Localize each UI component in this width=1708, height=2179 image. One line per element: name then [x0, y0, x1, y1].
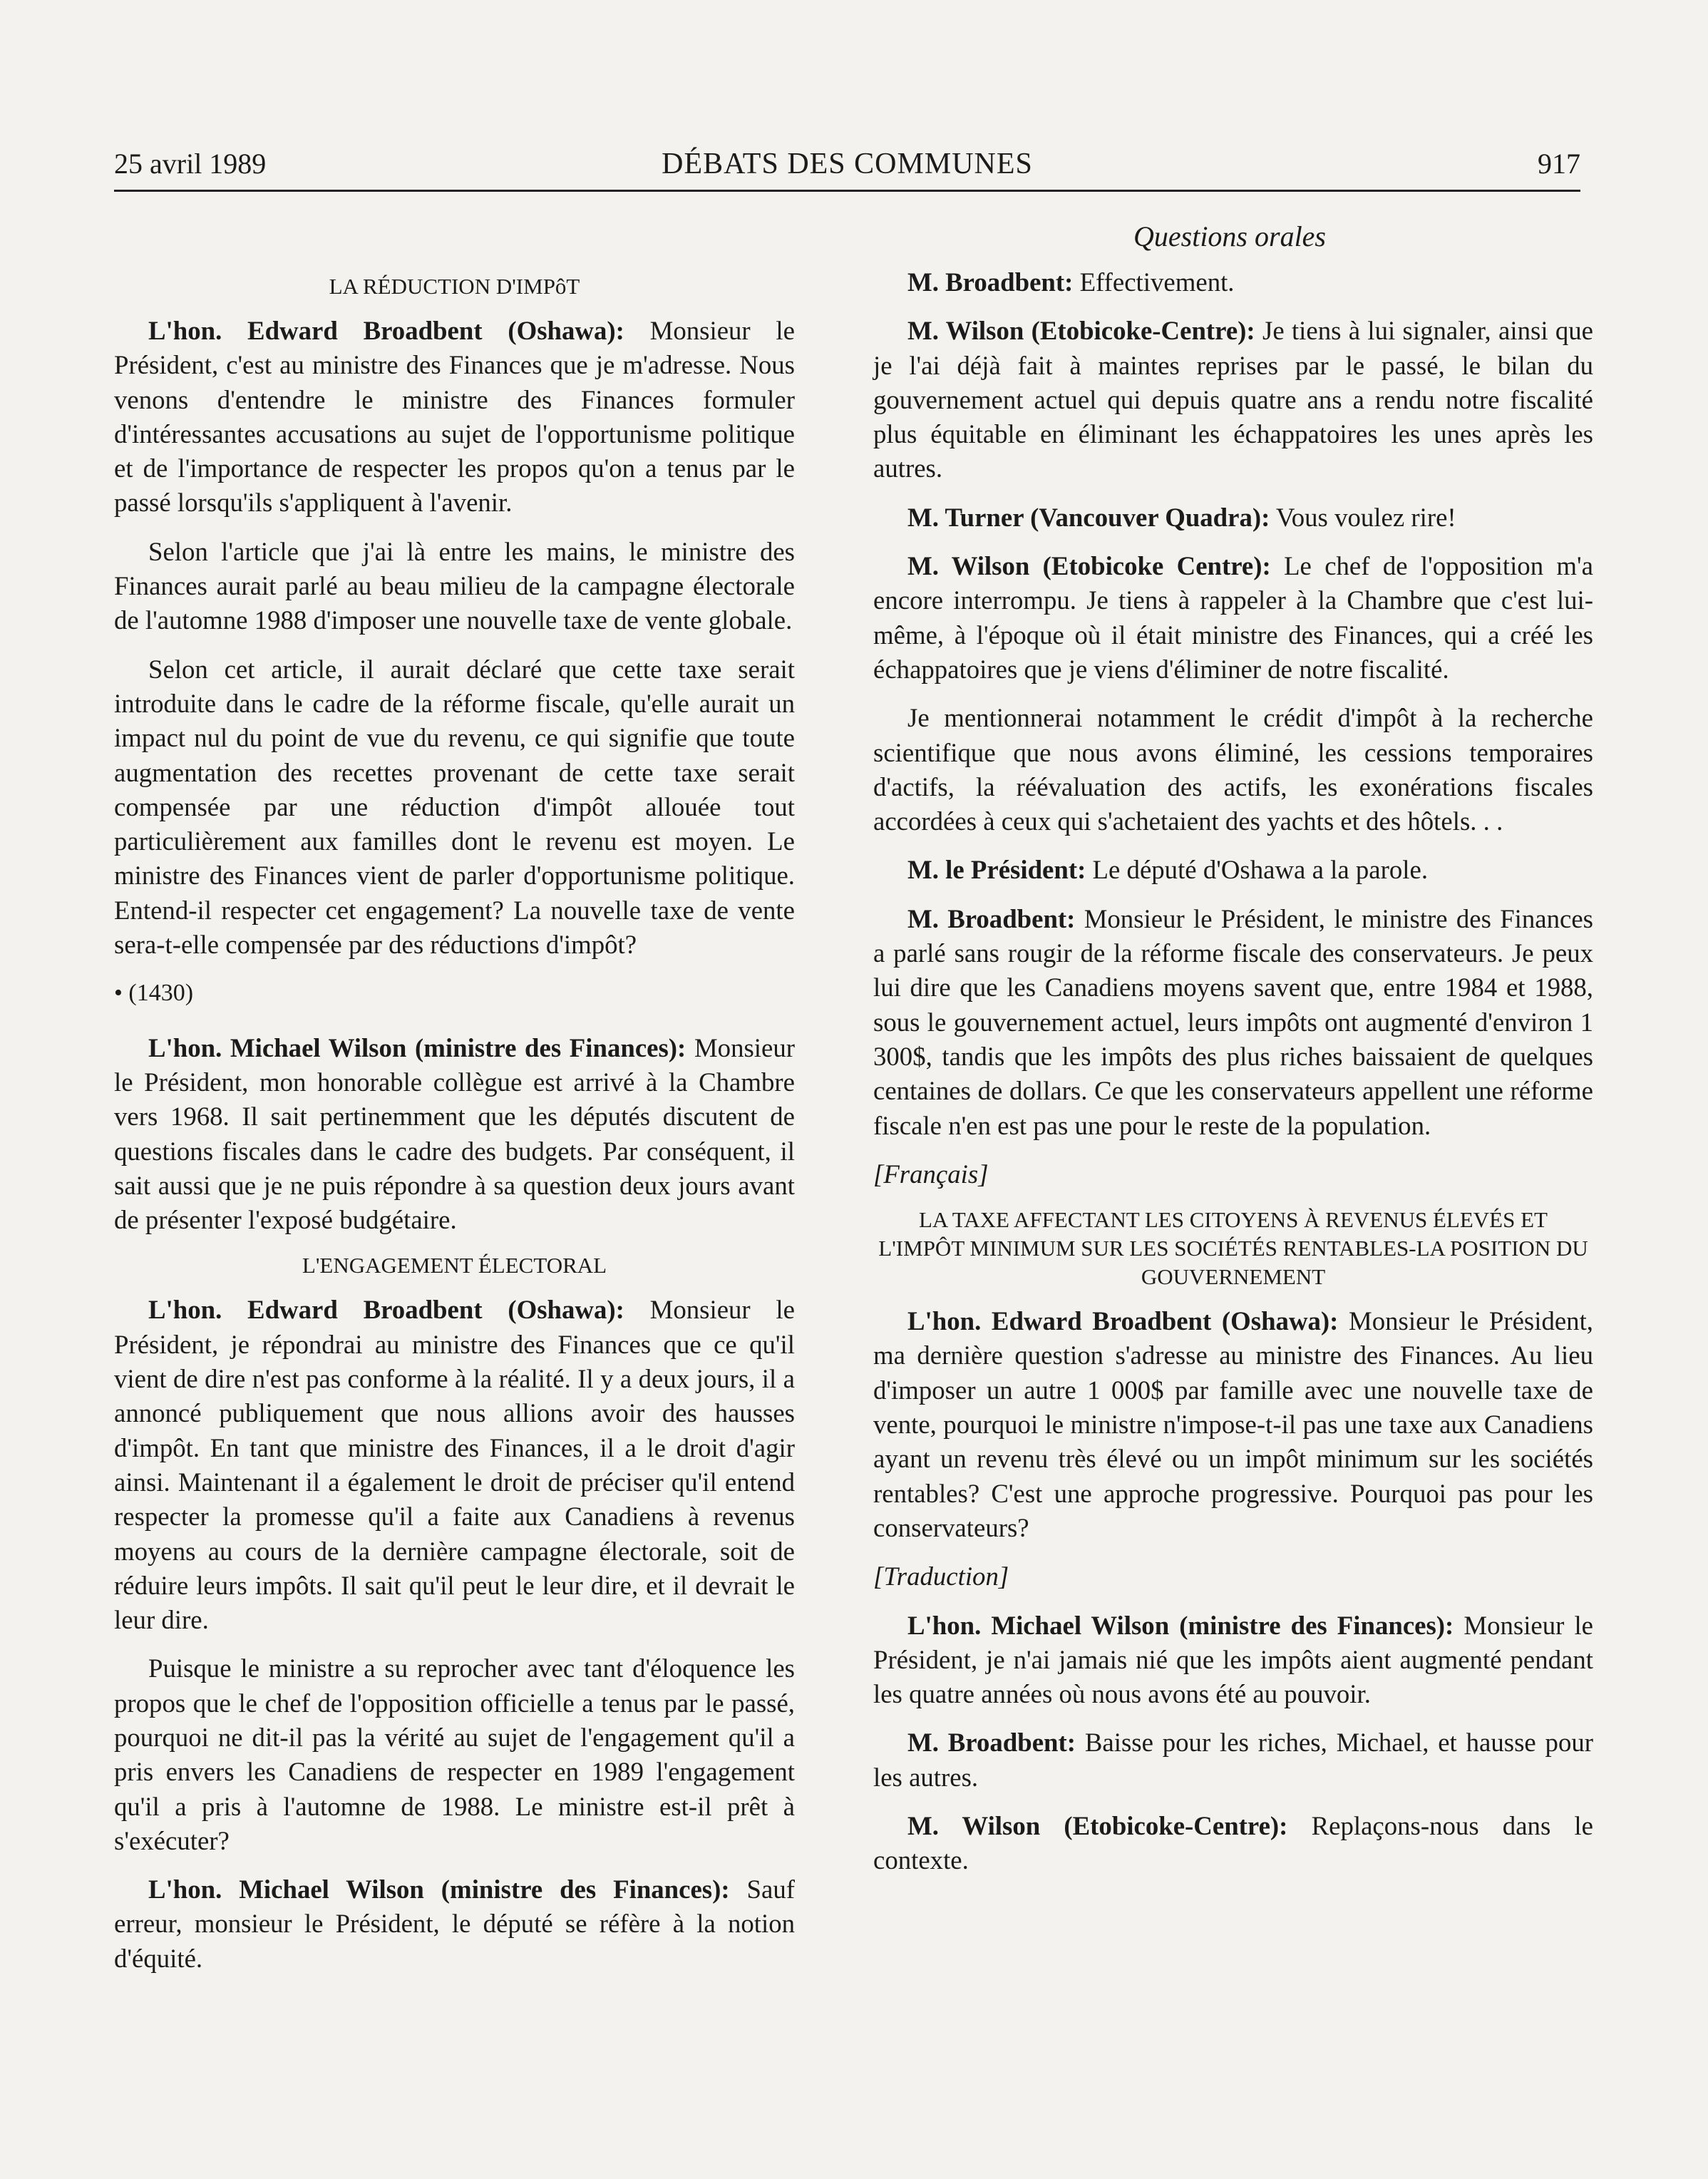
speaker-name: L'hon. Edward Broadbent (Oshawa): [907, 1306, 1339, 1336]
speaker-name: M. Wilson (Etobicoke-Centre): [907, 316, 1255, 346]
time-marker: • (1430) [114, 980, 194, 1007]
speaker-name: L'hon. Michael Wilson (ministre des Finances): [148, 1875, 730, 1904]
speech-text: Monsieur le Président, le ministre des Finances a parlé sans rougir de la réforme fiscale des conservateurs. Je peux lui dire que les Canadiens moyens savent que, entre 1984 et 1988, sous le gouvernement actuel, leurs impôts ont augmenté d'environ 1 300$, tandis que les impôts des plus riches baissaient de quelques centaines de dollars. Ce que les conservateurs appellent une réforme fiscale n'en est pas une pour le reste de la population. [873, 903, 1593, 1140]
speech-text: Monsieur le Président, ma dernière question s'adresse au ministre des Finances. Au lieu d'imposer un autre 1 000$ par famille avec une nouvelle taxe de vente, pourquoi le ministre n'impose-t-il pas une taxe aux Canadiens ayant un revenu très élevé ou un impôt minimum sur les sociétés rentables? C'est une approche progressive. Pourquoi pas pour les conservateurs? [873, 1306, 1593, 1542]
speech-paragraph [873, 549, 1593, 687]
language-tag-text: [Traduction] [873, 1562, 1009, 1591]
speech-text: Effectivement. [1073, 267, 1235, 297]
header-date: 25 avril 1989 [114, 148, 267, 180]
language-tag [873, 1559, 1593, 1594]
header-title: DÉBATS DES COMMUNES [662, 148, 1033, 180]
left-column [114, 265, 795, 1990]
speech-paragraph: Puisque le ministre a su reprocher avec tant d'éloquence les propos que le chef de l'opposition officielle a tenus par le passé, pourquoi ne dit-il pas la vérité au sujet de l'engagement qu'il a pris envers les Canadiens de respecter en 1989 l'engagement qu'il a pris à l'automne de 1988. Le ministre est-il prêt à s'exécuter? [114, 1654, 795, 1855]
speech-text: Replaçons-nous dans le contexte. [873, 1810, 1593, 1875]
speech-text: Monsieur le Président, mon honorable collègue est arrivé à la Chambre vers 1968. Il sait pertinemment que les députés discutent de questions fiscales dans le cadre des budgets. Par conséquent, il sait aussi que je ne puis répondre à sa question deux jours avant de présenter l'exposé budgétaire. [114, 1032, 795, 1235]
speech-text: Monsieur le Président, je répondrai au ministre des Finances que ce qu'il vient de dire n'est pas conforme à la réalité. Il y a deux jours, il a annoncé publiquement que nous allions avoir des hausses d'impôt. En tant que ministre des Finances, il a le droit d'agir ainsi. Maintenant il a également le droit de préciser qu'il entend respecter la promesse qu'il a faite aux Canadiens à revenus moyens au cours de la dernière campagne électorale, soit de réduire leurs impôts. Il sait qu'il peut le leur dire, et il devrait le leur dire. [114, 1295, 795, 1635]
page-header [114, 147, 1580, 192]
speech-paragraph [873, 853, 1593, 887]
speaker-name: L'hon. Edward Broadbent (Oshawa): [148, 1295, 624, 1325]
speaker-name: L'hon. Michael Wilson (ministre des Finances): [148, 1032, 686, 1062]
speech-text: Le député d'Oshawa a la parole. [1086, 855, 1429, 885]
section-heading: LA TAXE AFFECTANT LES CITOYENS À REVENUS ÉLEVÉS ET L'IMPÔT MINIMUM SUR LES SOCIÉTÉS RENTABLES-LA POSITION DU GOUVERNEMENT [878, 1207, 1588, 1290]
language-tag [873, 1157, 1593, 1191]
speech-paragraph [873, 1304, 1593, 1545]
section-label: Questions orales [1133, 220, 1326, 252]
speaker-name: M. Broadbent: [907, 1728, 1076, 1758]
page-number: 917 [1538, 148, 1580, 180]
section-heading: L'ENGAGEMENT ÉLECTORAL [302, 1253, 607, 1278]
speaker-name: M. Turner (Vancouver Quadra): [907, 502, 1270, 532]
speech-paragraph [114, 1031, 795, 1238]
speech-paragraph [873, 501, 1593, 535]
speech-paragraph [873, 902, 1593, 1143]
speech-text: Monsieur le Président, je n'ai jamais nié que les impôts aient augmenté pendant les quatre années où nous avons été au pouvoir. [873, 1610, 1594, 1709]
speaker-name: M. Wilson (Etobicoke-Centre): [907, 1810, 1288, 1840]
speaker-name: M. Broadbent: [907, 903, 1076, 933]
speech-paragraph: Je mentionnerai notamment le crédit d'impôt à la recherche scientifique que nous avons éliminé, les cessions temporaires d'actifs, la réévaluation des actifs, les exonérations fiscales accordées à ceux qui s'achetaient des yachts et des hôtels. . . [873, 703, 1593, 836]
speech-text: Je tiens à lui signaler, ainsi que je l'ai déjà fait à maintes reprises par le passé, le bilan du gouvernement actuel qui depuis quatre ans a rendu notre fiscalité plus équitable en éliminant les échappatoires les unes après les autres. [873, 316, 1593, 483]
speech-text: Le chef de l'opposition m'a encore interrompu. Je tiens à rappeler à la Chambre que c'est lui-même, à l'époque où il était ministre des Finances, qui a créé les échappatoires que je viens d'éliminer de notre fiscalité. [873, 551, 1594, 684]
speech-paragraph [873, 314, 1593, 486]
speech-paragraph: Selon cet article, il aurait déclaré que cette taxe serait introduite dans le cadre de la réforme fiscale, qu'elle aurait un impact nul du point de vue du revenu, ce qui signifie que toute augmentation des recettes provenant de cette taxe serait compensée par une réduction d'impôt allouée tout particulièrement aux familles dont le revenu est moyen. Le ministre des Finances vient de parler d'opportunisme politique. Entend-il respecter cet engagement? La nouvelle taxe de vente sera-t-elle compensée par des réductions d'impôt? [114, 654, 795, 960]
speech-paragraph [873, 1809, 1593, 1878]
speech-text: Vous voulez rire! [1270, 502, 1456, 532]
speech-paragraph [873, 265, 1593, 299]
language-tag-text: [Français] [873, 1159, 989, 1189]
speech-paragraph: Selon l'article que j'ai là entre les mains, le ministre des Finances aurait parlé au beau milieu de la campagne électorale de l'automne 1988 d'imposer une nouvelle taxe de vente globale. [114, 536, 795, 635]
speech-paragraph [114, 1293, 795, 1637]
speaker-name: M. Wilson (Etobicoke Centre): [907, 551, 1271, 581]
speaker-name: L'hon. Edward Broadbent (Oshawa): [148, 316, 624, 345]
speech-paragraph [873, 1609, 1593, 1712]
speech-text: Baisse pour les riches, Michael, et hausse pour les autres. [873, 1728, 1593, 1792]
speaker-name: M. Broadbent: [907, 267, 1074, 297]
right-column [873, 265, 1593, 1892]
speaker-name: L'hon. Michael Wilson (ministre des Finances): [907, 1610, 1454, 1640]
section-heading: LA RÉDUCTION D'IMPôT [329, 274, 580, 299]
speech-text: Sauf erreur, monsieur le Président, le député se réfère à la notion d'équité. [114, 1875, 795, 1973]
speech-paragraph [873, 1726, 1593, 1795]
speech-paragraph [114, 1872, 795, 1976]
speech-text: Monsieur le Président, c'est au ministre des Finances que je m'adresse. Nous venons d'entendre le ministre des Finances formuler d'intéressantes accusations au sujet de l'opportunisme politique et de l'importance de respecter les propos qu'on a tenus par le passé lorsqu'ils s'appliquent à l'avenir. [114, 316, 795, 518]
speaker-name: M. le Président: [907, 855, 1086, 885]
speech-paragraph [114, 314, 795, 521]
